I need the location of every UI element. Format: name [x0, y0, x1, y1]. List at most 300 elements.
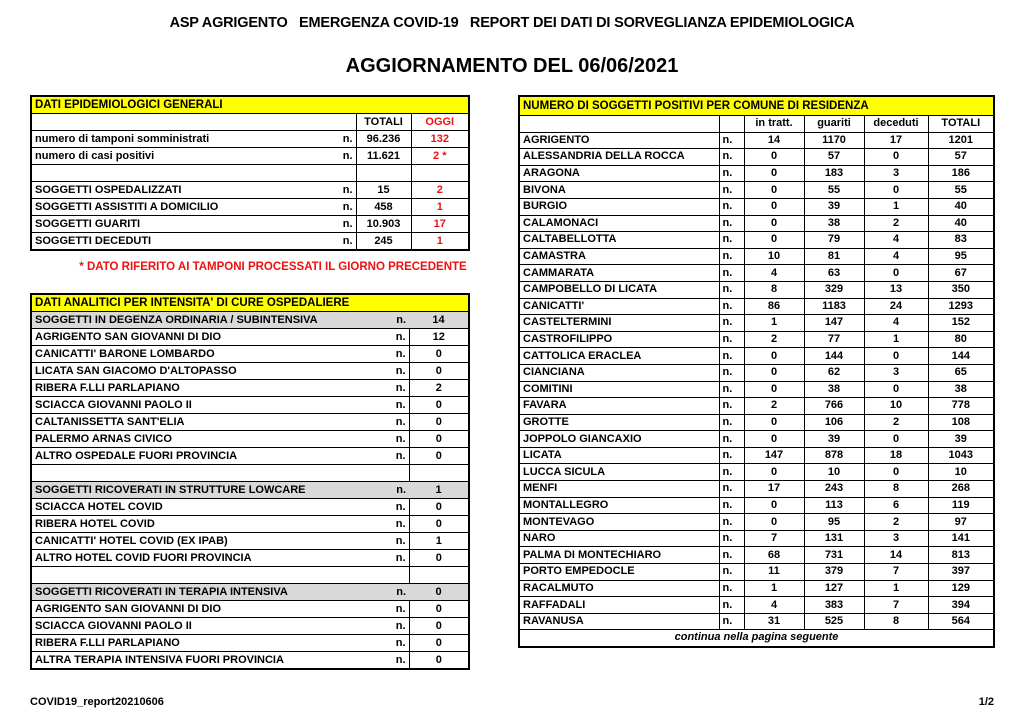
comune-row [519, 414, 994, 431]
comune-row [519, 149, 994, 166]
oggi-value: 1 [411, 199, 469, 216]
comune-row [519, 331, 994, 348]
in-tratt-value: 0 [744, 232, 804, 249]
comune-name: NARO [519, 530, 719, 547]
guariti-value: 147 [804, 315, 864, 332]
row-value: 0 [409, 635, 469, 652]
deceduti-value: 8 [864, 613, 928, 630]
deceduti-value: 3 [864, 530, 928, 547]
row-label-cell [31, 550, 409, 567]
guariti-value: 131 [804, 530, 864, 547]
n-abbrev: n. [395, 518, 406, 530]
row-label: CANICATTI' HOTEL COVID (EX IPAB) [35, 535, 228, 547]
comuni-table-title-row [519, 96, 994, 116]
n-abbrev: n. [395, 348, 406, 360]
comune-row [519, 248, 994, 265]
comune-row [519, 613, 994, 630]
row-label-cell [31, 346, 409, 363]
report-header: ASP AGRIGENTO EMERGENZA COVID-19 REPORT DEI DATI DI SORVEGLIANZA EPIDEMIOLOGICA [169, 15, 855, 31]
n-abbrev: n. [719, 315, 744, 332]
n-abbrev: n. [395, 637, 406, 649]
comune-name: CIANCIANA [519, 364, 719, 381]
totali-value: 11.621 [356, 148, 411, 165]
general-table-row [31, 199, 469, 216]
deceduti-value: 0 [864, 431, 928, 448]
update-title: AGGIORNAMENTO DEL 06/06/2021 [345, 55, 679, 77]
row-value: 0 [409, 448, 469, 465]
guariti-value: 39 [804, 198, 864, 215]
n-abbrev: n. [395, 416, 406, 428]
totali-value: 108 [928, 414, 994, 431]
deceduti-value: 1 [864, 580, 928, 597]
comuni-table-title: NUMERO DI SOGGETTI POSITIVI PER COMUNE DI RESIDENZA [519, 96, 994, 116]
totali-value: 119 [928, 497, 994, 514]
comune-row [519, 215, 994, 232]
comune-row [519, 381, 994, 398]
n-abbrev: n. [396, 314, 406, 326]
row-label-cell [31, 380, 409, 397]
deceduti-value: 7 [864, 564, 928, 581]
care-table-row [31, 516, 469, 533]
in-tratt-value: 0 [744, 149, 804, 166]
comune-name: CALAMONACI [519, 215, 719, 232]
in-tratt-value: 8 [744, 281, 804, 298]
totali-value: 10.903 [356, 216, 411, 233]
comune-name: CALTABELLOTTA [519, 232, 719, 249]
guariti-value: 383 [804, 597, 864, 614]
row-label-cell [31, 312, 409, 329]
totali-value: 394 [928, 597, 994, 614]
comune-name: GROTTE [519, 414, 719, 431]
guariti-value: 127 [804, 580, 864, 597]
comune-row [519, 315, 994, 332]
comune-row [519, 464, 994, 481]
deceduti-value: 0 [864, 381, 928, 398]
n-abbrev: n. [395, 603, 406, 615]
guariti-value: 329 [804, 281, 864, 298]
deceduti-value: 7 [864, 597, 928, 614]
n-abbrev: n. [395, 501, 406, 513]
comune-name: CAMPOBELLO DI LICATA [519, 281, 719, 298]
row-label-cell [31, 584, 409, 601]
n-abbrev: n. [395, 654, 406, 666]
row-label-cell [31, 131, 356, 148]
row-label: SOGGETTI GUARITI [35, 218, 141, 230]
guariti-value: 39 [804, 431, 864, 448]
deceduti-value: 1 [864, 198, 928, 215]
deceduti-value: 13 [864, 281, 928, 298]
totali-column-header: TOTALI [356, 114, 411, 131]
row-label-cell [31, 329, 409, 346]
deceduti-value: 4 [864, 315, 928, 332]
guariti-value: 106 [804, 414, 864, 431]
care-table-row [31, 533, 469, 550]
totali-value: 152 [928, 315, 994, 332]
row-label: numero di tamponi somministrati [35, 133, 210, 145]
row-label-cell [31, 216, 356, 233]
row-label-cell [31, 165, 356, 182]
continua-note: continua nella pagina seguente [519, 630, 994, 647]
in-tratt-value: 11 [744, 564, 804, 581]
general-table-row [31, 131, 469, 148]
totali-value: 186 [928, 165, 994, 182]
care-table-title-row [31, 294, 469, 312]
general-table-row [31, 233, 469, 251]
row-value: 0 [409, 601, 469, 618]
comune-name: FAVARA [519, 398, 719, 415]
totali-value: 1043 [928, 447, 994, 464]
in-tratt-value: 0 [744, 182, 804, 199]
n-abbrev: n. [719, 215, 744, 232]
general-table-row [31, 216, 469, 233]
care-table-row [31, 329, 469, 346]
row-label-cell [31, 499, 409, 516]
care-table-row [31, 652, 469, 670]
deceduti-value: 2 [864, 414, 928, 431]
comune-row [519, 232, 994, 249]
in-tratt-value: 14 [744, 132, 804, 149]
in-tratt-value: 4 [744, 597, 804, 614]
n-abbrev: n. [395, 365, 406, 377]
comune-name: CATTOLICA ERACLEA [519, 348, 719, 365]
row-value [409, 465, 469, 482]
row-value: 0 [409, 584, 469, 601]
row-value: 0 [409, 346, 469, 363]
comuni-table-body [519, 132, 994, 630]
row-label: SOGGETTI DECEDUTI [35, 235, 152, 247]
row-value: 0 [409, 431, 469, 448]
row-value: 0 [409, 363, 469, 380]
row-label-cell [31, 482, 409, 499]
n-abbrev: n. [396, 586, 406, 598]
in-tratt-value: 0 [744, 464, 804, 481]
row-label: SCIACCA HOTEL COVID [35, 501, 163, 513]
n-abbrev: n. [342, 184, 353, 196]
guariti-value: 81 [804, 248, 864, 265]
n-abbrev: n. [719, 381, 744, 398]
n-abbrev: n. [719, 564, 744, 581]
n-abbrev: n. [719, 149, 744, 166]
in-tratt-value: 1 [744, 315, 804, 332]
row-value: 0 [409, 516, 469, 533]
row-label: ALTRO HOTEL COVID FUORI PROVINCIA [35, 552, 252, 564]
general-table-title: DATI EPIDEMIOLOGICI GENERALI [31, 96, 469, 114]
row-label: CALTANISSETTA SANT'ELIA [35, 416, 185, 428]
n-abbrev: n. [719, 348, 744, 365]
in-tratt-value: 1 [744, 580, 804, 597]
totali-value: 1293 [928, 298, 994, 315]
deceduti-value: 18 [864, 447, 928, 464]
care-table-row [31, 465, 469, 482]
n-abbrev: n. [719, 265, 744, 282]
row-label-cell [31, 199, 356, 216]
care-table-row [31, 482, 469, 499]
care-table-row [31, 567, 469, 584]
n-abbrev: n. [719, 547, 744, 564]
guariti-value: 878 [804, 447, 864, 464]
guariti-value: 379 [804, 564, 864, 581]
row-label-cell [31, 601, 409, 618]
totali-value: 10 [928, 464, 994, 481]
comune-name: CAMMARATA [519, 265, 719, 282]
guariti-value: 1183 [804, 298, 864, 315]
guariti-value: 731 [804, 547, 864, 564]
in-tratt-value: 0 [744, 348, 804, 365]
row-label: ALTRA TERAPIA INTENSIVA FUORI PROVINCIA [35, 654, 284, 666]
guariti-value: 525 [804, 613, 864, 630]
n-abbrev: n. [719, 514, 744, 531]
totali-value: 458 [356, 199, 411, 216]
comune-row [519, 547, 994, 564]
totali-value: 564 [928, 613, 994, 630]
comune-name: AGRIGENTO [519, 132, 719, 149]
comune-name: MENFI [519, 481, 719, 498]
comune-name: CASTROFILIPPO [519, 331, 719, 348]
general-table-row [31, 182, 469, 199]
comune-row [519, 348, 994, 365]
guariti-value: 95 [804, 514, 864, 531]
care-table-row [31, 363, 469, 380]
general-table-body [31, 131, 469, 251]
guariti-value: 57 [804, 149, 864, 166]
comune-name: LUCCA SICULA [519, 464, 719, 481]
totali-value: 397 [928, 564, 994, 581]
totali-value: 1201 [928, 132, 994, 149]
in-tratt-value: 4 [744, 265, 804, 282]
in-tratt-value: 0 [744, 431, 804, 448]
deceduti-value: 14 [864, 547, 928, 564]
row-label: SOGGETTI ASSISTITI A DOMICILIO [35, 201, 219, 213]
care-table-row [31, 380, 469, 397]
guariti-value: 1170 [804, 132, 864, 149]
comune-name: BIVONA [519, 182, 719, 199]
totali-value: 97 [928, 514, 994, 531]
n-abbrev: n. [719, 364, 744, 381]
deceduti-value: 8 [864, 481, 928, 498]
totali-value: 65 [928, 364, 994, 381]
guariti-value: 10 [804, 464, 864, 481]
general-table-row [31, 165, 469, 182]
comune-name: BURGIO [519, 198, 719, 215]
n-abbrev: n. [719, 613, 744, 630]
n-abbrev: n. [395, 552, 406, 564]
totali-value: 15 [356, 182, 411, 199]
row-label: AGRIGENTO SAN GIOVANNI DI DIO [35, 603, 221, 615]
care-table-row [31, 584, 469, 601]
deceduti-value: 4 [864, 248, 928, 265]
row-label: RIBERA HOTEL COVID [35, 518, 155, 530]
row-value: 0 [409, 397, 469, 414]
n-abbrev: n. [719, 132, 744, 149]
n-abbrev: n. [395, 620, 406, 632]
comune-name: CASTELTERMINI [519, 315, 719, 332]
empty-header-cell [719, 116, 744, 133]
empty-header-cell [519, 116, 719, 133]
row-label-cell [31, 635, 409, 652]
deceduti-value: 0 [864, 182, 928, 199]
n-abbrev: n. [395, 433, 406, 445]
n-abbrev: n. [342, 150, 353, 162]
oggi-value: 2 * [411, 148, 469, 165]
guariti-value: 766 [804, 398, 864, 415]
footer-filename: COVID19_report20210606 [30, 696, 164, 708]
care-table-body [31, 312, 469, 670]
row-value: 0 [409, 414, 469, 431]
general-table-header-row [31, 114, 469, 131]
comuni-table-header-row [519, 116, 994, 133]
totali-value: 96.236 [356, 131, 411, 148]
n-abbrev: n. [719, 481, 744, 498]
comune-row [519, 431, 994, 448]
n-abbrev: n. [342, 235, 353, 247]
comune-row [519, 398, 994, 415]
care-table-row [31, 635, 469, 652]
row-label: ALTRO OSPEDALE FUORI PROVINCIA [35, 450, 238, 462]
row-label-cell [31, 233, 356, 251]
care-table-row [31, 448, 469, 465]
in-tratt-value: 0 [744, 497, 804, 514]
n-abbrev: n. [342, 133, 353, 145]
comune-name: RAVANUSA [519, 613, 719, 630]
deceduti-value: 2 [864, 514, 928, 531]
care-table-row [31, 431, 469, 448]
deceduti-column-header: deceduti [864, 116, 928, 133]
n-abbrev: n. [395, 399, 406, 411]
row-label-cell [31, 148, 356, 165]
totali-value: 813 [928, 547, 994, 564]
comune-row [519, 514, 994, 531]
n-abbrev: n. [395, 450, 406, 462]
row-label: SOGGETTI OSPEDALIZZATI [35, 184, 182, 196]
row-label-cell [31, 567, 409, 584]
totali-value: 80 [928, 331, 994, 348]
comune-name: PALMA DI MONTECHIARO [519, 547, 719, 564]
comune-name: LICATA [519, 447, 719, 464]
n-abbrev: n. [719, 530, 744, 547]
n-abbrev: n. [719, 398, 744, 415]
oggi-column-header: OGGI [411, 114, 469, 131]
care-table-row [31, 312, 469, 329]
row-label-cell [31, 182, 356, 199]
guariti-column-header: guariti [804, 116, 864, 133]
tamponi-footnote: * DATO RIFERITO AI TAMPONI PROCESSATI IL GIORNO PRECEDENTE [79, 261, 467, 273]
n-abbrev: n. [342, 201, 353, 213]
row-label-cell [31, 448, 409, 465]
row-value: 0 [409, 652, 469, 670]
row-value: 14 [409, 312, 469, 329]
row-value: 1 [409, 533, 469, 550]
totali-value: 38 [928, 381, 994, 398]
row-label-cell [31, 397, 409, 414]
deceduti-value: 2 [864, 215, 928, 232]
row-value [409, 567, 469, 584]
guariti-value: 243 [804, 481, 864, 498]
comune-name: COMITINI [519, 381, 719, 398]
row-label-cell [31, 363, 409, 380]
in-tratt-value: 147 [744, 447, 804, 464]
in-tratt-value: 31 [744, 613, 804, 630]
oggi-value: 132 [411, 131, 469, 148]
totali-column-header: TOTALI [928, 116, 994, 133]
comune-row [519, 298, 994, 315]
in-tratt-value: 7 [744, 530, 804, 547]
row-label-cell [31, 533, 409, 550]
n-abbrev: n. [395, 331, 406, 343]
in-tratt-value: 0 [744, 514, 804, 531]
n-abbrev: n. [719, 497, 744, 514]
row-label: numero di casi positivi [35, 150, 155, 162]
in-tratt-value: 17 [744, 481, 804, 498]
deceduti-value: 0 [864, 265, 928, 282]
comune-name: RACALMUTO [519, 580, 719, 597]
comune-row [519, 198, 994, 215]
oggi-value: 1 [411, 233, 469, 251]
care-table-row [31, 397, 469, 414]
guariti-value: 38 [804, 381, 864, 398]
totali-value: 40 [928, 215, 994, 232]
row-label-cell [31, 465, 409, 482]
row-label: RIBERA F.LLI PARLAPIANO [35, 382, 180, 394]
row-label-cell [31, 431, 409, 448]
n-abbrev: n. [719, 580, 744, 597]
n-abbrev: n. [719, 182, 744, 199]
in-tratt-value: 0 [744, 381, 804, 398]
n-abbrev: n. [396, 484, 406, 496]
footer-page-number: 1/2 [978, 696, 994, 708]
in-tratt-value: 0 [744, 364, 804, 381]
comune-row [519, 265, 994, 282]
deceduti-value: 0 [864, 348, 928, 365]
n-abbrev: n. [719, 464, 744, 481]
guariti-value: 62 [804, 364, 864, 381]
comune-name: RAFFADALI [519, 597, 719, 614]
comune-name: JOPPOLO GIANCAXIO [519, 431, 719, 448]
comune-row [519, 281, 994, 298]
in-tratt-column-header: in tratt. [744, 116, 804, 133]
row-label: LICATA SAN GIACOMO D'ALTOPASSO [35, 365, 237, 377]
deceduti-value: 4 [864, 232, 928, 249]
totali-value: 141 [928, 530, 994, 547]
guariti-value: 79 [804, 232, 864, 249]
comune-name: MONTALLEGRO [519, 497, 719, 514]
continua-row [519, 630, 994, 647]
row-value: 12 [409, 329, 469, 346]
comune-name: ALESSANDRIA DELLA ROCCA [519, 149, 719, 166]
n-abbrev: n. [395, 382, 406, 394]
totali-value: 39 [928, 431, 994, 448]
comune-row [519, 364, 994, 381]
totali-value: 350 [928, 281, 994, 298]
care-table-row [31, 550, 469, 567]
row-label-cell [31, 618, 409, 635]
row-value: 1 [409, 482, 469, 499]
comune-name: MONTEVAGO [519, 514, 719, 531]
in-tratt-value: 2 [744, 331, 804, 348]
general-data-table [30, 95, 470, 251]
comune-name: CANICATTI' [519, 298, 719, 315]
oggi-value: 17 [411, 216, 469, 233]
guariti-value: 183 [804, 165, 864, 182]
totali-value: 778 [928, 398, 994, 415]
n-abbrev: n. [719, 298, 744, 315]
totali-value [356, 165, 411, 182]
n-abbrev: n. [719, 281, 744, 298]
comune-row [519, 564, 994, 581]
row-label: SOGGETTI IN DEGENZA ORDINARIA / SUBINTENSIVA [35, 314, 318, 326]
deceduti-value: 17 [864, 132, 928, 149]
deceduti-value: 0 [864, 464, 928, 481]
totali-value: 268 [928, 481, 994, 498]
